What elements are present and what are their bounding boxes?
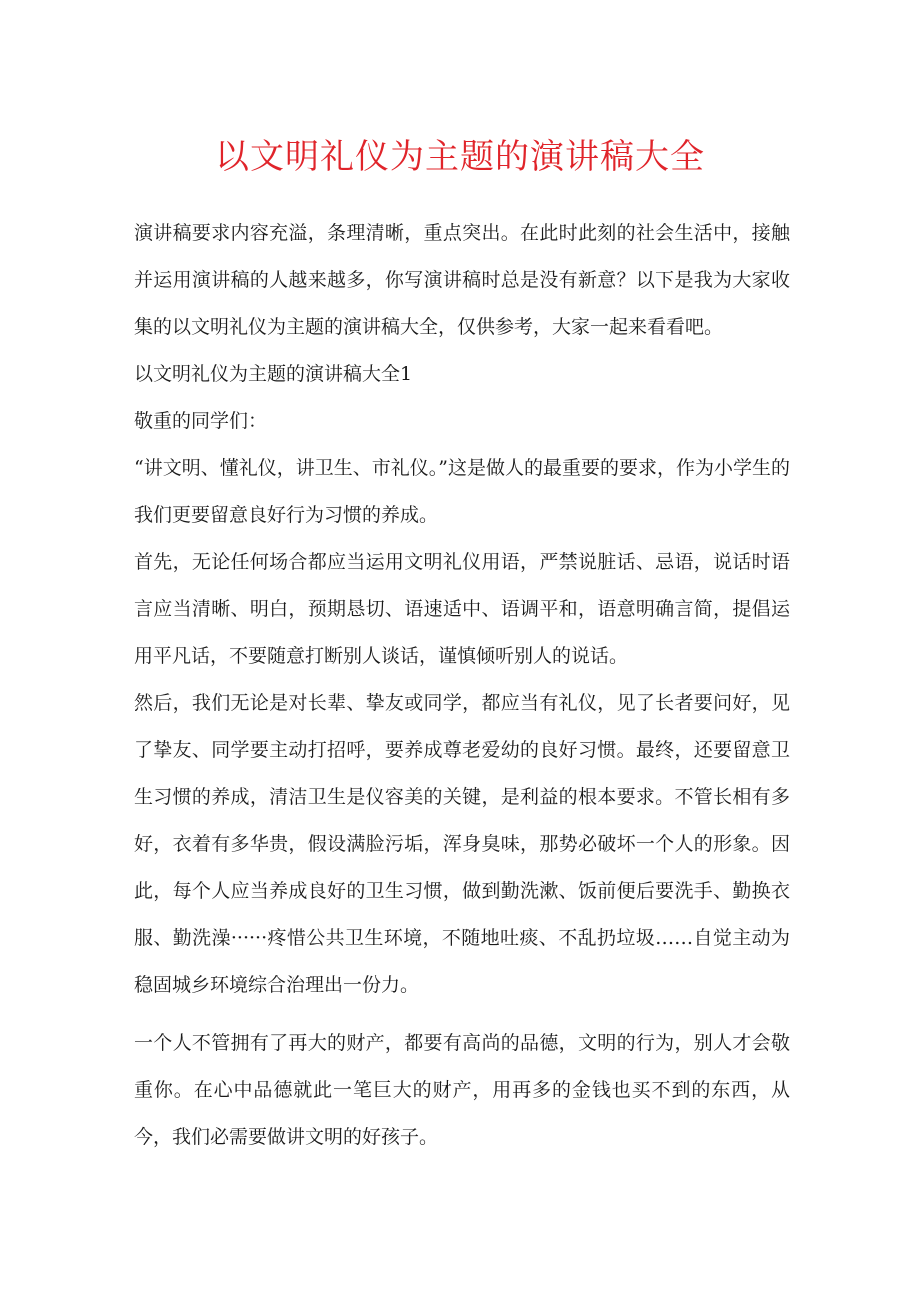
document-body bbox=[134, 210, 790, 1161]
intro-paragraph: 演讲稿要求内容充溢，条理清晰，重点突出。在此时此刻的社会生活中，接触并运用演讲稿的人越来越多，你写演讲稿时总是没有新意？以下是我为大家收集的以文明礼仪为主题的演讲稿大全，仅供参考，大家一起来看看吧。 bbox=[134, 222, 790, 338]
document-title: 以文明礼仪为主题的演讲稿大全 bbox=[215, 137, 705, 177]
salutation: 敬重的同学们： bbox=[134, 410, 268, 432]
body-paragraph: 然后，我们无论是对长辈、挚友或同学，都应当有礼仪，见了长者要问好，见了挚友、同学要主动打招呼，要养成尊老爱幼的良好习惯。最终，还要留意卫生习惯的养成，清洁卫生是仪容美的关键，是利益的根本要求。不管长相有多好，衣着有多华贵，假设满脸污垢，浑身臭味，那势必破坏一个人的形象。因此，每个人应当养成良好的卫生习惯，做到勤洗漱、饭前便后要洗手、勤换衣服、勤洗澡······疼惜公共卫生环境，不随地吐痰、不乱扔垃圾……自觉主动为稳固城乡环境综合治理出一份力。 bbox=[134, 692, 790, 996]
body-paragraph: “讲文明、懂礼仪，讲卫生、市礼仪。”这是做人的最重要的要求，作为小学生的我们更要留意良好行为习惯的养成。 bbox=[134, 457, 790, 526]
section-heading: 以文明礼仪为主题的演讲稿大全1 bbox=[134, 363, 413, 385]
body-paragraph: 一个人不管拥有了再大的财产，都要有高尚的品德，文明的行为，别人才会敬重你。在心中品德就此一笔巨大的财产，用再多的金钱也买不到的东西，从今，我们必需要做讲文明的好孩子。 bbox=[134, 1032, 790, 1148]
body-paragraph: 首先，无论任何场合都应当运用文明礼仪用语，严禁说脏话、忌语，说话时语言应当清晰、明白，预期恳切、语速适中、语调平和，语意明确言简，提倡运用平凡话，不要随意打断别人谈话，谨慎倾听别人的说话。 bbox=[134, 551, 790, 667]
